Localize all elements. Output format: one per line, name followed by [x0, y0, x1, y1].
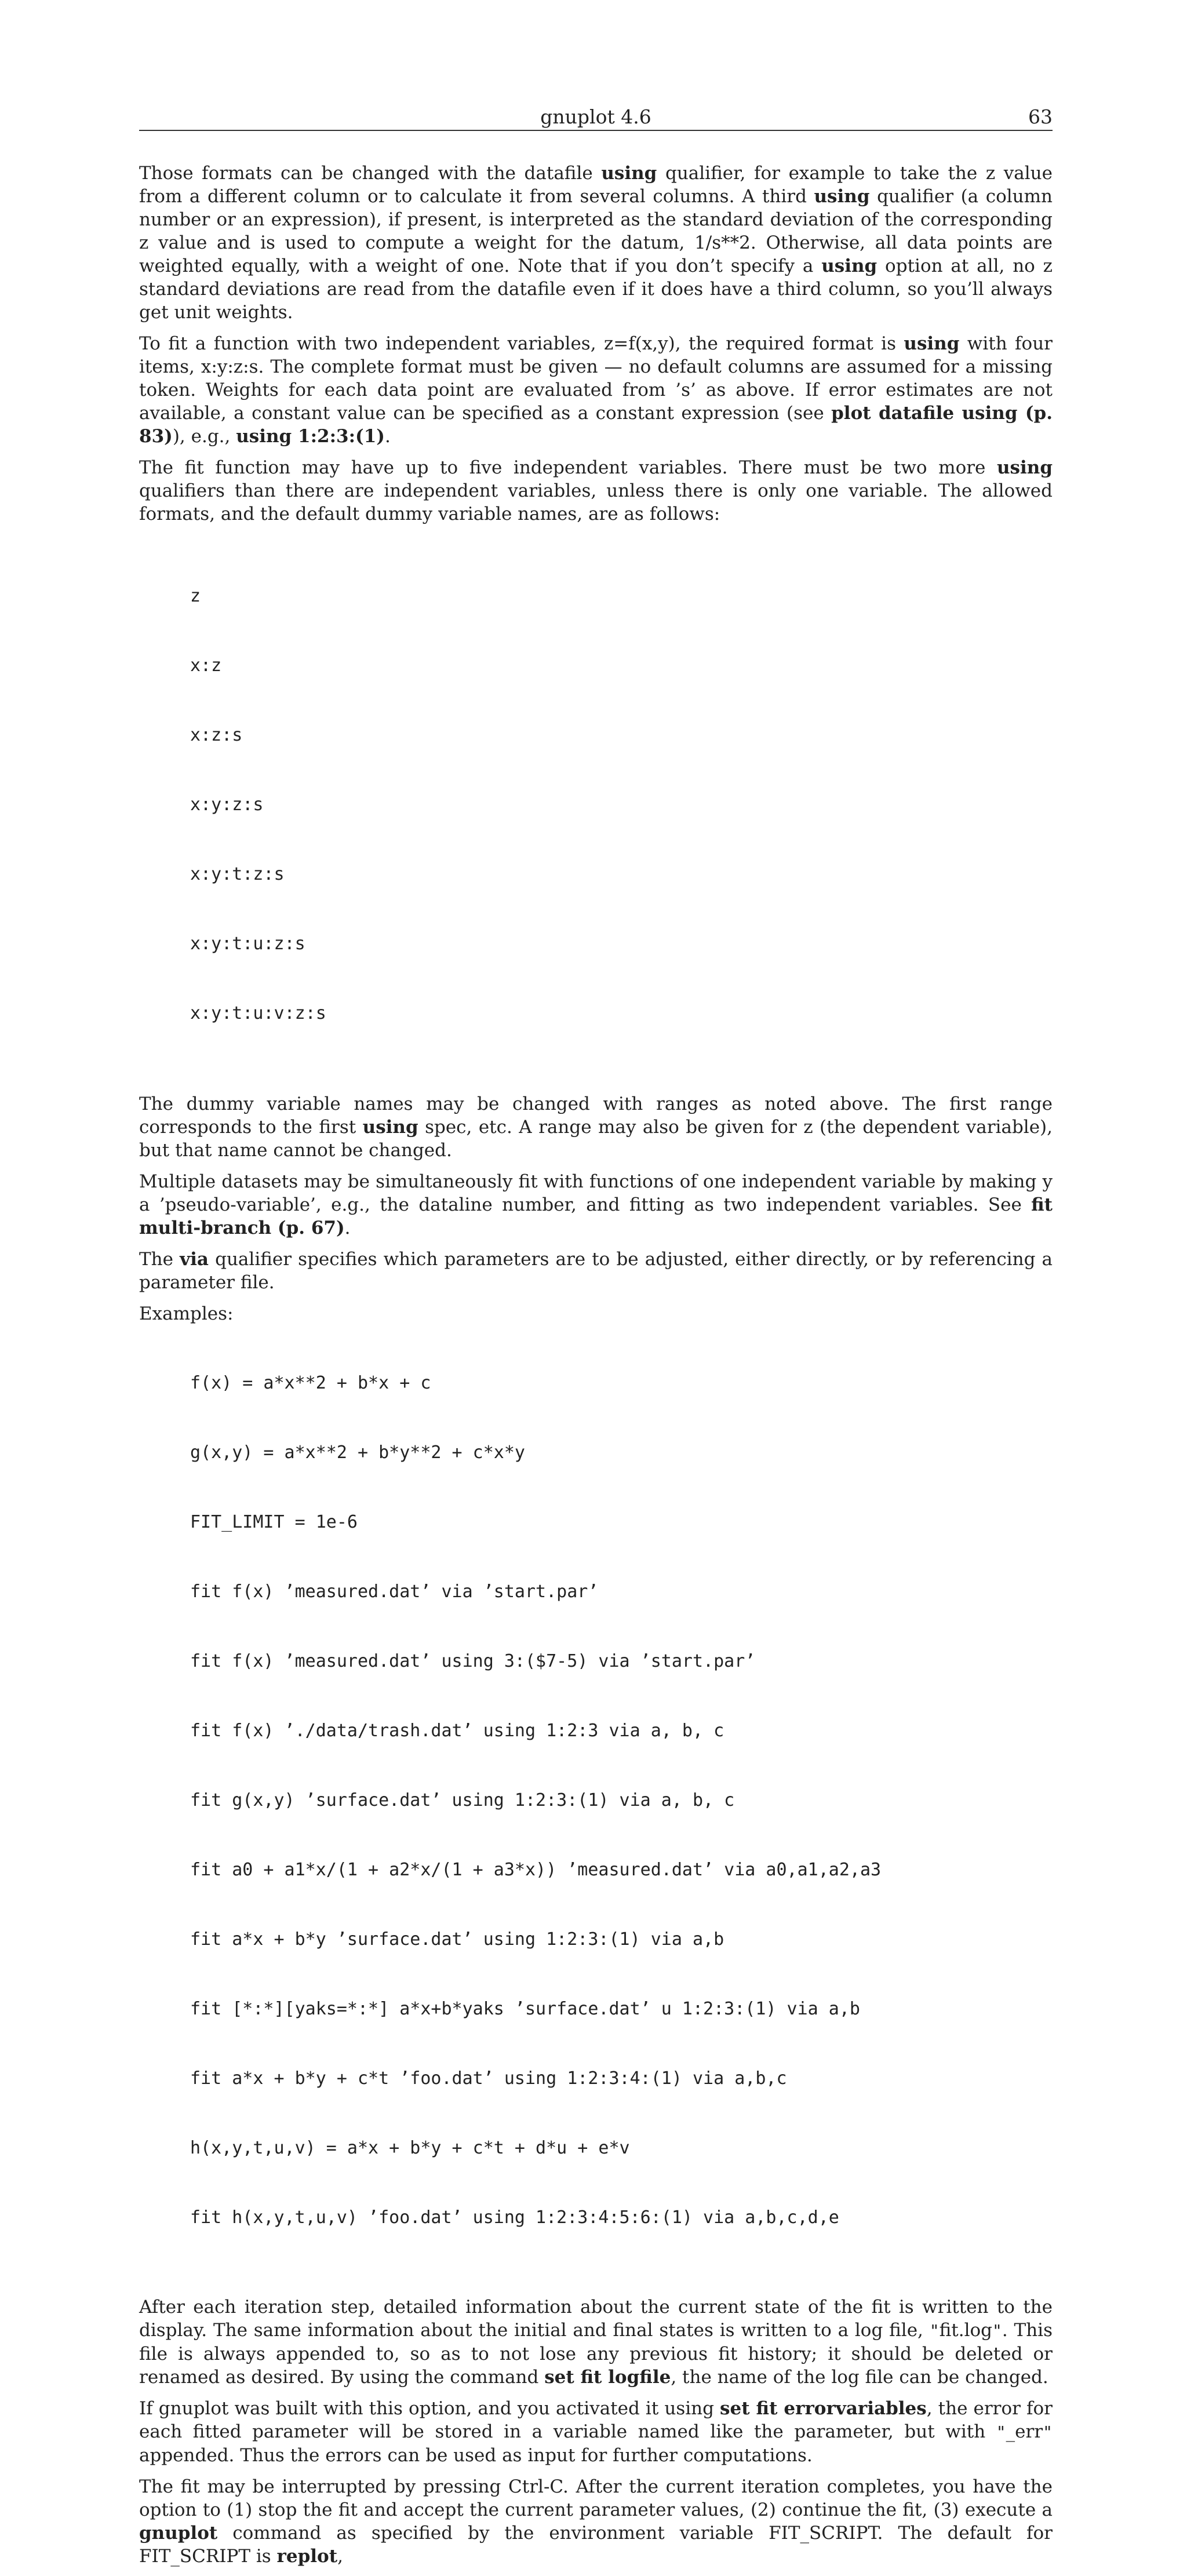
paragraph-five-variables: The fit function may have up to five independent variables. There must be two more using qualifiers than there are independent variables, unless there is only one variable. The allowed formats, and the default dummy variable names, are as follows:	[139, 457, 1053, 524]
paragraph-dummy-names: The dummy variable names may be changed with ranges as noted above. The first range corresponds to the first using spec, etc. A range may also be given for z (the dependent variable), but that name cannot be changed.	[139, 1094, 1053, 1161]
code-line: FIT_LIMIT = 1e-6	[190, 1512, 358, 1532]
code-line: fit a*x + b*y ’surface.dat’ using 1:2:3:(1) via a,b	[190, 1929, 724, 1950]
code-line: g(x,y) = a*x**2 + b*y**2 + c*x*y	[190, 1442, 525, 1463]
code-line: fit a*x + b*y + c*t ’foo.dat’ using 1:2:3:4:(1) via a,b,c	[190, 2068, 787, 2089]
paragraph-formats: Those formats can be changed with the datafile using qualifier, for example to take the z value from a different column or to calculate it from several columns. A third using qualifier (a column number or an expression), if present, is interpreted as the standard deviation of the corresponding z value and is used to compute a weight for the datum, 1/s**2. Otherwise, all data points are weighted equally, with a weight of one. Note that if you don’t specify a using option at all, no z standard deviations are read from the datafile even if it does have a third column, so you’ll always get unit weights.	[139, 163, 1053, 323]
code-line: fit g(x,y) ’surface.dat’ using 1:2:3:(1) via a, b, c	[190, 1790, 735, 1810]
keyword-via: via	[180, 1249, 209, 1270]
cross-reference: fit multi-branch (p. 67)	[139, 1194, 1053, 1238]
keyword-using: using	[814, 186, 870, 207]
keyword-example: using 1:2:3:(1)	[236, 426, 385, 447]
code-line: h(x,y,t,u,v) = a*x + b*y + c*t + d*u + e*v	[190, 2138, 630, 2158]
examples-label: Examples:	[139, 1303, 234, 1324]
code-line: fit [*:*][yaks=*:*] a*x+b*yaks ’surface.dat’ u 1:2:3:(1) via a,b	[190, 1999, 860, 2019]
page-body	[139, 162, 1053, 2576]
paragraph-multiple-datasets: Multiple datasets may be simultaneously fit with functions of one independent variable by making y a ’pseudo-variable’, e.g., the dataline number, and fitting as two independent variables. See fit multi-branch (p. 67).	[139, 1171, 1053, 1238]
keyword-using: using	[601, 163, 657, 184]
code-line: fit f(x) ’./data/trash.dat’ using 1:2:3 via a, b, c	[190, 1721, 724, 1741]
page-number: 63	[1028, 105, 1053, 128]
code-line: x:y:z:s	[190, 795, 264, 815]
paragraph-errorvariables: If gnuplot was built with this option, and you activated it using set fit errorvariables, the error for each fitted parameter will be stored in a variable named like the parameter, but with "_err" appended. Thus the errors can be used as input for further computations.	[139, 2398, 1053, 2466]
keyword-gnuplot: gnuplot	[139, 2523, 218, 2544]
keyword-using: using	[997, 457, 1053, 478]
code-line: fit f(x) ’measured.dat’ using 3:($7-5) via ’start.par’	[190, 1651, 756, 1671]
formats-code-block	[190, 538, 1053, 1072]
code-line: fit f(x) ’measured.dat’ via ’start.par’	[190, 1582, 599, 1602]
code-line: x:z:s	[190, 725, 243, 745]
page-header	[139, 104, 1053, 131]
code-line: z	[190, 586, 201, 606]
keyword-replot: replot	[276, 2546, 338, 2567]
code-line: fit h(x,y,t,u,v) ’foo.dat’ using 1:2:3:4:5:6:(1) via a,b,c,d,e	[190, 2207, 839, 2228]
code-line: x:y:t:u:z:s	[190, 934, 305, 954]
code-line: fit a0 + a1*x/(1 + a2*x/(1 + a3*x)) ’measured.dat’ via a0,a1,a2,a3	[190, 1860, 882, 1880]
keyword-using: using	[362, 1117, 418, 1138]
code-line: f(x) = a*x**2 + b*x + c	[190, 1373, 431, 1393]
paragraph-two-variables: To fit a function with two independent variables, z=f(x,y), the required format is using with four items, x:y:z:s. The complete format must be given — no default columns are assumed for a missing token. Weights for each data point are evaluated from ’s’ as above. If error estimates are not available, a constant value can be specified as a constant expression (see plot datafile using (p. 83)), e.g., using 1:2:3:(1).	[139, 333, 1053, 447]
code-line: x:z	[190, 655, 222, 676]
cross-reference: plot datafile using (p. 83)	[139, 403, 1053, 447]
running-title: gnuplot 4.6	[540, 105, 651, 128]
code-line: x:y:t:u:v:z:s	[190, 1003, 326, 1023]
paragraph-via: The via qualifier specifies which parameters are to be adjusted, either directly, or by referencing a parameter file.	[139, 1249, 1053, 1293]
keyword-using: using	[904, 333, 960, 354]
paragraph-interrupt: The fit may be interrupted by pressing Ctrl-C. After the current iteration completes, you have the option to (1) stop the fit and accept the current parameter values, (2) continue the fit, (3) execute a gnuplot command as specified by the environment variable FIT_SCRIPT. The default for FIT_SCRIPT is replot,	[139, 2476, 1053, 2567]
keyword-using: using	[821, 256, 877, 276]
code-line: x:y:t:z:s	[190, 864, 285, 884]
keyword-set-fit-errorvariables: set fit errorvariables	[720, 2398, 927, 2419]
keyword-set-fit-logfile: set fit logfile	[544, 2367, 671, 2388]
examples-code-block	[190, 1325, 1053, 2276]
paragraph-iteration-log: After each iteration step, detailed information about the current state of the fit is written to the display. The same information about the initial and final states is written to a log file, "fit.log". This file is always appended to, so as to not lose any previous fit history; it should be deleted or renamed as desired. By using the command set fit logfile, the name of the log file can be changed.	[139, 2297, 1053, 2388]
